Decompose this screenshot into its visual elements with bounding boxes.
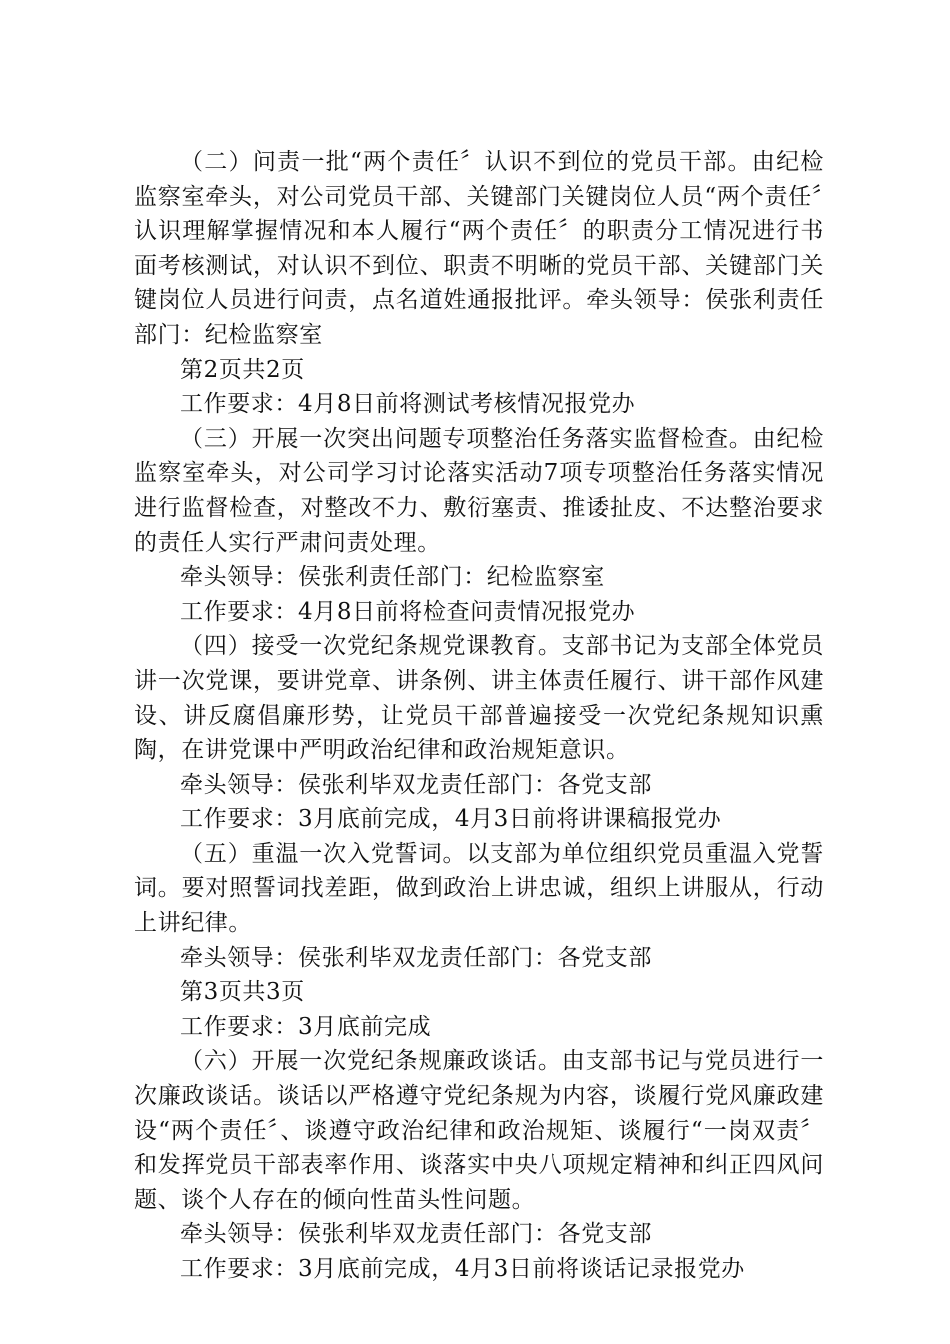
page-footer-3: 第3页共3页 — [180, 979, 305, 1006]
paragraph-section-five: （五）重温一次入党誓词。以支部为单位组织党员重温入党誓词。要对照誓词找差距，做到政治上讲忠诚，组织上讲服从，行动上讲纪律。 — [134, 840, 824, 937]
paragraph-section-three: （三）开展一次突出问题专项整治任务落实监督检查。由纪检监察室牵头，对公司学习讨论落实活动7项专项整治任务落实情况进行监督检查，对整改不力、敷衍塞责、推诿扯皮、不达整治要求的责任人实行严肃问责处理。 — [134, 425, 824, 556]
document-body — [134, 145, 824, 1287]
paragraph-section-six: （六）开展一次党纪条规廉政谈话。由支部书记与党员进行一次廉政谈话。谈话以严格遵守党纪条规为内容，谈履行党风廉政建设“两个责任〞、谈遵守政治纪律和政治规矩、谈履行“一岗双责〞和发挥党员干部表率作用、谈落实中央八项规定精神和纠正四风问题、谈个人存在的倾向性苗头性问题。 — [134, 1048, 824, 1213]
paragraph-leader: 牵头领导：侯张利毕双龙责任部门：各党支部 — [180, 771, 652, 798]
paragraph-requirement: 工作要求：3月底前完成，4月3日前将讲课稿报党办 — [180, 806, 722, 833]
paragraph-section-two: （二）问责一批“两个责任〞认识不到位的党员干部。由纪检监察室牵头，对公司党员干部、关键部门关键岗位人员“两个责任〞认识理解掌握情况和本人履行“两个责任〞的职责分工情况进行书面考核测试，对认识不到位、职责不明晰的党员干部、关键部门关键岗位人员进行问责，点名道姓通报批评。牵头领导：侯张利责任部门：纪检监察室 — [134, 149, 824, 348]
paragraph-requirement: 工作要求：3月底前完成，4月3日前将谈话记录报党办 — [180, 1256, 745, 1282]
paragraph-leader: 牵头领导：侯张利毕双龙责任部门：各党支部 — [180, 1221, 652, 1248]
page-footer-2: 第2页共2页 — [180, 356, 305, 383]
paragraph-leader: 牵头领导：侯张利毕双龙责任部门：各党支部 — [180, 944, 652, 971]
paragraph-requirement: 工作要求：4月8日前将测试考核情况报党办 — [180, 391, 636, 418]
paragraph-section-four: （四）接受一次党纪条规党课教育。支部书记为支部全体党员讲一次党课，要讲党章、讲条例、讲主体责任履行、讲干部作风建设、讲反腐倡廉形势，让党员干部普遍接受一次党纪条规知识熏陶，在讲党课中严明政治纪律和政治规矩意识。 — [134, 633, 824, 764]
paragraph-requirement: 工作要求：4月8日前将检查问责情况报党办 — [180, 598, 636, 625]
paragraph-leader: 牵头领导：侯张利责任部门：纪检监察室 — [180, 564, 605, 591]
paragraph-requirement: 工作要求：3月底前完成 — [180, 1013, 432, 1040]
